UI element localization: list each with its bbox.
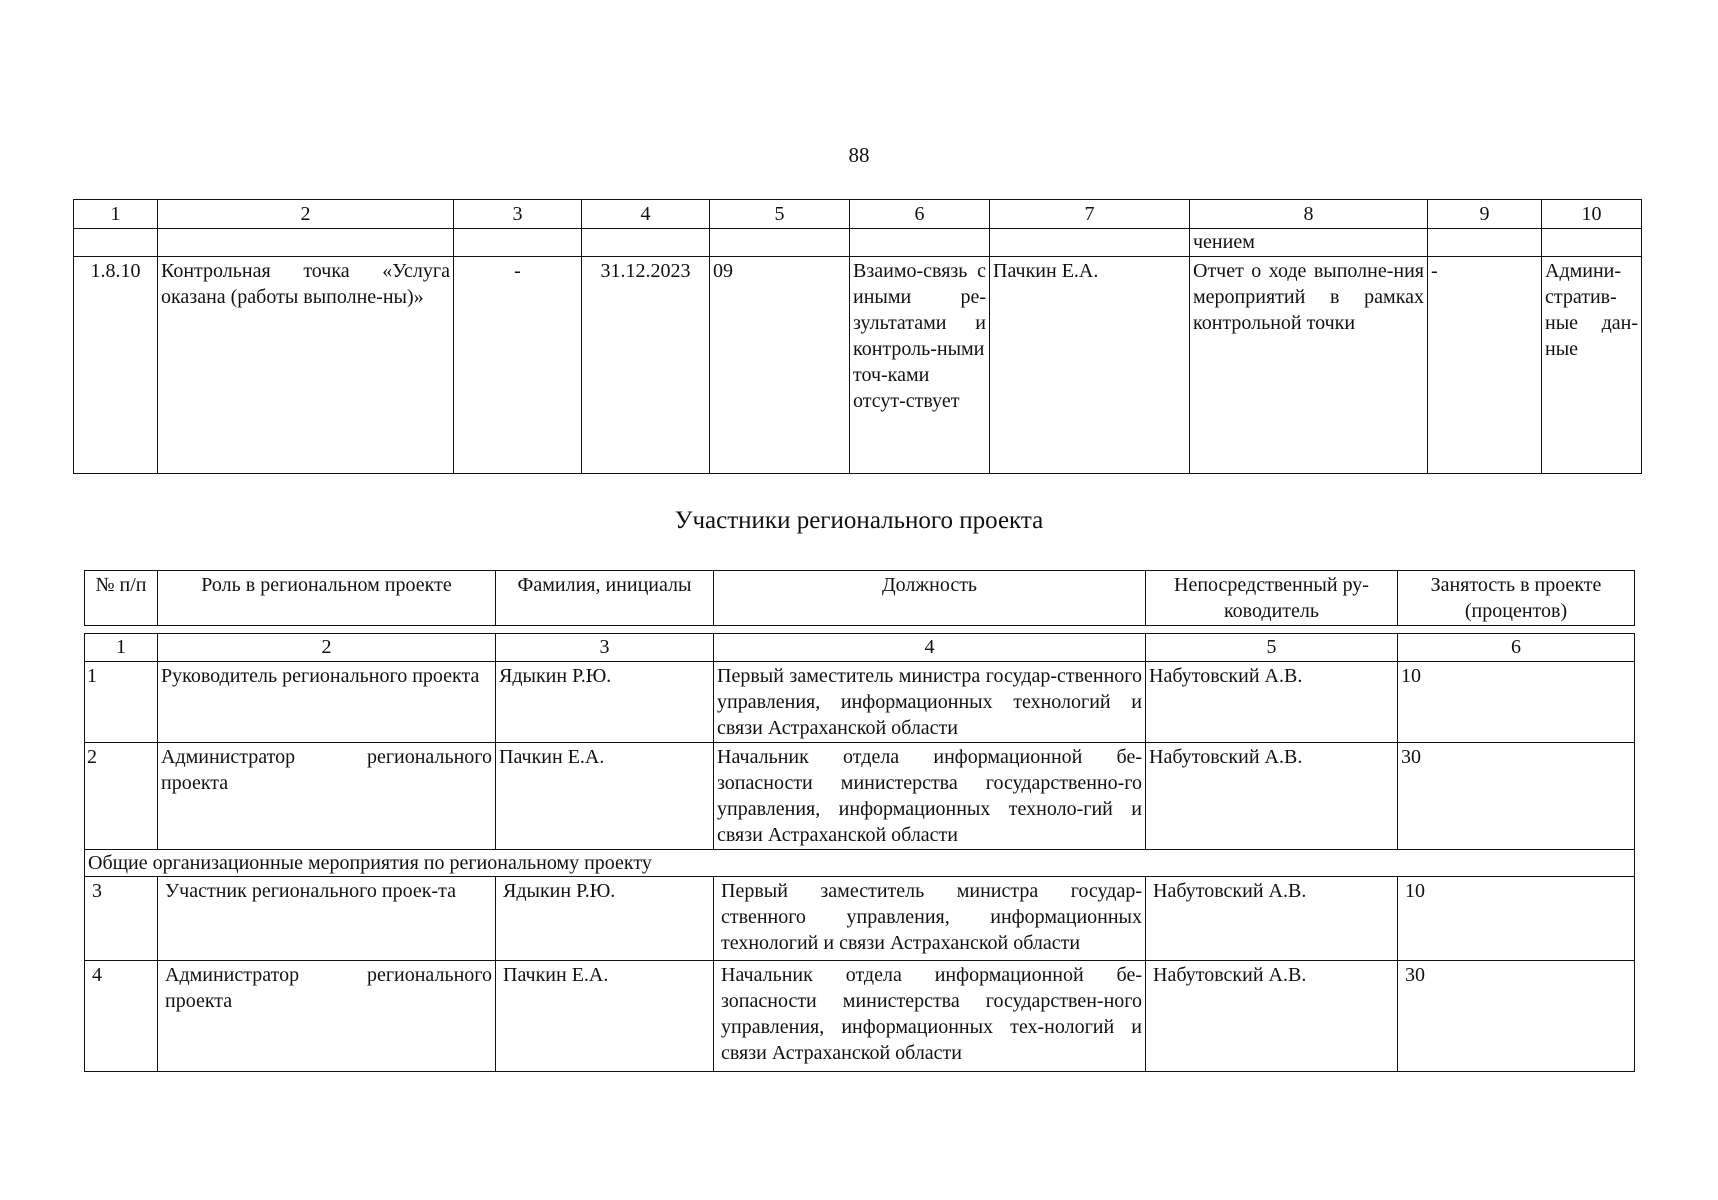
- manager-cell: Набутовский А.В.: [1146, 877, 1398, 961]
- section-label: Общие организационные мероприятия по региональному проекту: [85, 850, 1635, 877]
- table-cell: чением: [1190, 229, 1428, 257]
- table-cell: [454, 229, 582, 257]
- table-row: [85, 743, 1635, 850]
- column-number: 4: [582, 200, 710, 229]
- control-point-name: Контрольная точка «Услуга оказана (работы выполне-ны)»: [158, 257, 454, 474]
- column-header: Непосредственный ру-ководитель: [1146, 571, 1398, 626]
- due-date: 31.12.2023: [582, 257, 710, 474]
- column-numbers-row: [74, 200, 1642, 229]
- position-cell: Начальник отдела информационной бе-зопасности министерства государственно-го управления, информационных техноло-гий и связи Астраханской области: [714, 743, 1146, 850]
- row-number: 3: [85, 877, 158, 961]
- column-number: 1: [85, 634, 158, 662]
- column-number: 2: [158, 634, 496, 662]
- section-title: Участники регионального проекта: [674, 507, 1044, 534]
- role-cell: Руководитель регионального проекта: [158, 662, 496, 743]
- document-cell: Отчет о ходе выполне-ния мероприятий в рамках контрольной точки: [1190, 257, 1428, 474]
- participants-header-table: [84, 570, 1635, 626]
- role-cell: Администратор регионального проекта: [158, 743, 496, 850]
- table-row: [85, 662, 1635, 743]
- load-cell: 30: [1398, 743, 1635, 850]
- responsible-cell: Пачкин Е.А.: [990, 257, 1190, 474]
- relation-cell: Взаимо-связь с иными ре-зультатами и контроль-ными точ-ками отсут-ствует: [850, 257, 990, 474]
- table-cell: [1542, 229, 1642, 257]
- column-header: Роль в региональном проекте: [158, 571, 496, 626]
- source-cell: Админи-стратив-ные дан-ные: [1542, 257, 1642, 474]
- row-number: 2: [85, 743, 158, 850]
- name-cell: Пачкин Е.А.: [496, 743, 714, 850]
- role-cell: Администратор регионального проекта: [158, 961, 496, 1072]
- column-number: 2: [158, 200, 454, 229]
- manager-cell: Набутовский А.В.: [1146, 743, 1398, 850]
- table-cell: [582, 229, 710, 257]
- column-number: 4: [714, 634, 1146, 662]
- column-number: 8: [1190, 200, 1428, 229]
- control-points-table: [73, 199, 1642, 474]
- column-number: 10: [1542, 200, 1642, 229]
- row-number: 4: [85, 961, 158, 1072]
- table-cell: [710, 229, 850, 257]
- manager-cell: Набутовский А.В.: [1146, 961, 1398, 1072]
- load-cell: 30: [1398, 961, 1635, 1072]
- column-numbers-row: [85, 634, 1635, 662]
- column-header: Должность: [714, 571, 1146, 626]
- continuation-row: [74, 229, 1642, 257]
- position-cell: Первый заместитель министра государ-ственного управления, информационных технологий и связи Астраханской области: [714, 662, 1146, 743]
- position-cell: Начальник отдела информационной бе-зопасности министерства государствен-ного управления, информационных тех-нологий и связи Астраханской области: [714, 961, 1146, 1072]
- table-cell: [990, 229, 1190, 257]
- header-row: [85, 571, 1635, 626]
- column-number: 1: [74, 200, 158, 229]
- table-row: [85, 961, 1635, 1072]
- column-number: 7: [990, 200, 1190, 229]
- row-number: 1: [85, 662, 158, 743]
- column-header: Фамилия, инициалы: [496, 571, 714, 626]
- load-cell: 10: [1398, 662, 1635, 743]
- table-cell: -: [454, 257, 582, 474]
- code-cell: 09: [710, 257, 850, 474]
- name-cell: Пачкин Е.А.: [496, 961, 714, 1072]
- name-cell: Ядыкин Р.Ю.: [496, 662, 714, 743]
- column-number: 3: [496, 634, 714, 662]
- load-cell: 10: [1398, 877, 1635, 961]
- column-number: 6: [850, 200, 990, 229]
- name-cell: Ядыкин Р.Ю.: [496, 877, 714, 961]
- section-row: [85, 850, 1635, 877]
- role-cell: Участник регионального проек-та: [158, 877, 496, 961]
- table-cell: -: [1428, 257, 1542, 474]
- table-cell: [158, 229, 454, 257]
- column-number: 9: [1428, 200, 1542, 229]
- table-cell: [1428, 229, 1542, 257]
- column-number: 3: [454, 200, 582, 229]
- column-number: 6: [1398, 634, 1635, 662]
- column-header: Занятость в проекте (процентов): [1398, 571, 1635, 626]
- table-cell: [74, 229, 158, 257]
- table-row: [85, 877, 1635, 961]
- manager-cell: Набутовский А.В.: [1146, 662, 1398, 743]
- position-cell: Первый заместитель министра государ-ственного управления, информационных технологий и связи Астраханской области: [714, 877, 1146, 961]
- table-row: [74, 257, 1642, 474]
- row-number: 1.8.10: [74, 257, 158, 474]
- participants-table: [84, 633, 1635, 1072]
- table-cell: [850, 229, 990, 257]
- column-header: № п/п: [85, 571, 158, 626]
- page-number: 88: [848, 143, 870, 167]
- column-number: 5: [710, 200, 850, 229]
- column-number: 5: [1146, 634, 1398, 662]
